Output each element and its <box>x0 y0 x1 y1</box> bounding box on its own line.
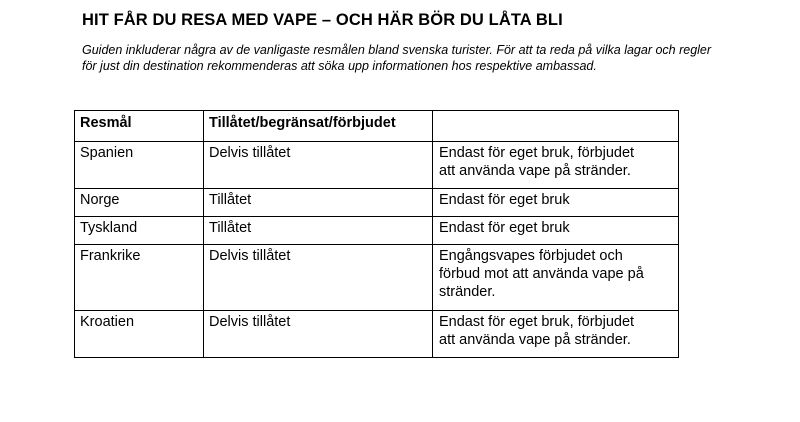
destination-rules-table <box>74 110 679 358</box>
status-cell: Delvis tillåtet <box>204 311 433 358</box>
status-cell: Tillåtet <box>204 217 433 245</box>
note-cell <box>433 311 679 358</box>
note-line: Endast för eget bruk <box>439 220 570 236</box>
note-line: Endast för eget bruk <box>439 192 570 208</box>
note-line: förbud mot att använda vape på <box>439 266 644 282</box>
header-note <box>433 111 679 142</box>
page-title: HIT FÅR DU RESA MED VAPE – OCH HÄR BÖR DU LÅTA BLI <box>82 11 563 29</box>
table-row <box>75 311 679 358</box>
intro-line: för just din destination rekommenderas att söka upp informationen hos respektive ambassad. <box>82 58 597 73</box>
note-cell <box>433 217 679 245</box>
table-row <box>75 245 679 311</box>
intro-paragraph <box>82 43 772 74</box>
table-header-row <box>75 111 679 142</box>
destination-cell: Norge <box>75 189 204 217</box>
destination-cell: Spanien <box>75 142 204 189</box>
intro-line: Guiden inkluderar några av de vanligaste resmålen bland svenska turister. För att ta reda på vilka lagar och regler <box>82 43 712 57</box>
table-row <box>75 189 679 217</box>
note-line: att använda vape på stränder. <box>439 163 631 179</box>
destination-cell: Frankrike <box>75 245 204 311</box>
note-line: Endast för eget bruk, förbjudet <box>439 314 635 330</box>
note-line: att använda vape på stränder. <box>439 332 631 348</box>
table-row <box>75 217 679 245</box>
destination-cell: Kroatien <box>75 311 204 358</box>
destination-cell: Tyskland <box>75 217 204 245</box>
status-cell: Tillåtet <box>204 189 433 217</box>
note-line: Engångsvapes förbjudet och <box>439 248 623 264</box>
table-row <box>75 142 679 189</box>
header-destination: Resmål <box>75 111 204 142</box>
note-cell <box>433 245 679 311</box>
note-cell <box>433 142 679 189</box>
note-line: stränder. <box>439 284 496 300</box>
status-cell: Delvis tillåtet <box>204 245 433 311</box>
status-cell: Delvis tillåtet <box>204 142 433 189</box>
header-status: Tillåtet/begränsat/förbjudet <box>204 111 433 142</box>
note-cell <box>433 189 679 217</box>
note-line: Endast för eget bruk, förbjudet <box>439 145 635 161</box>
